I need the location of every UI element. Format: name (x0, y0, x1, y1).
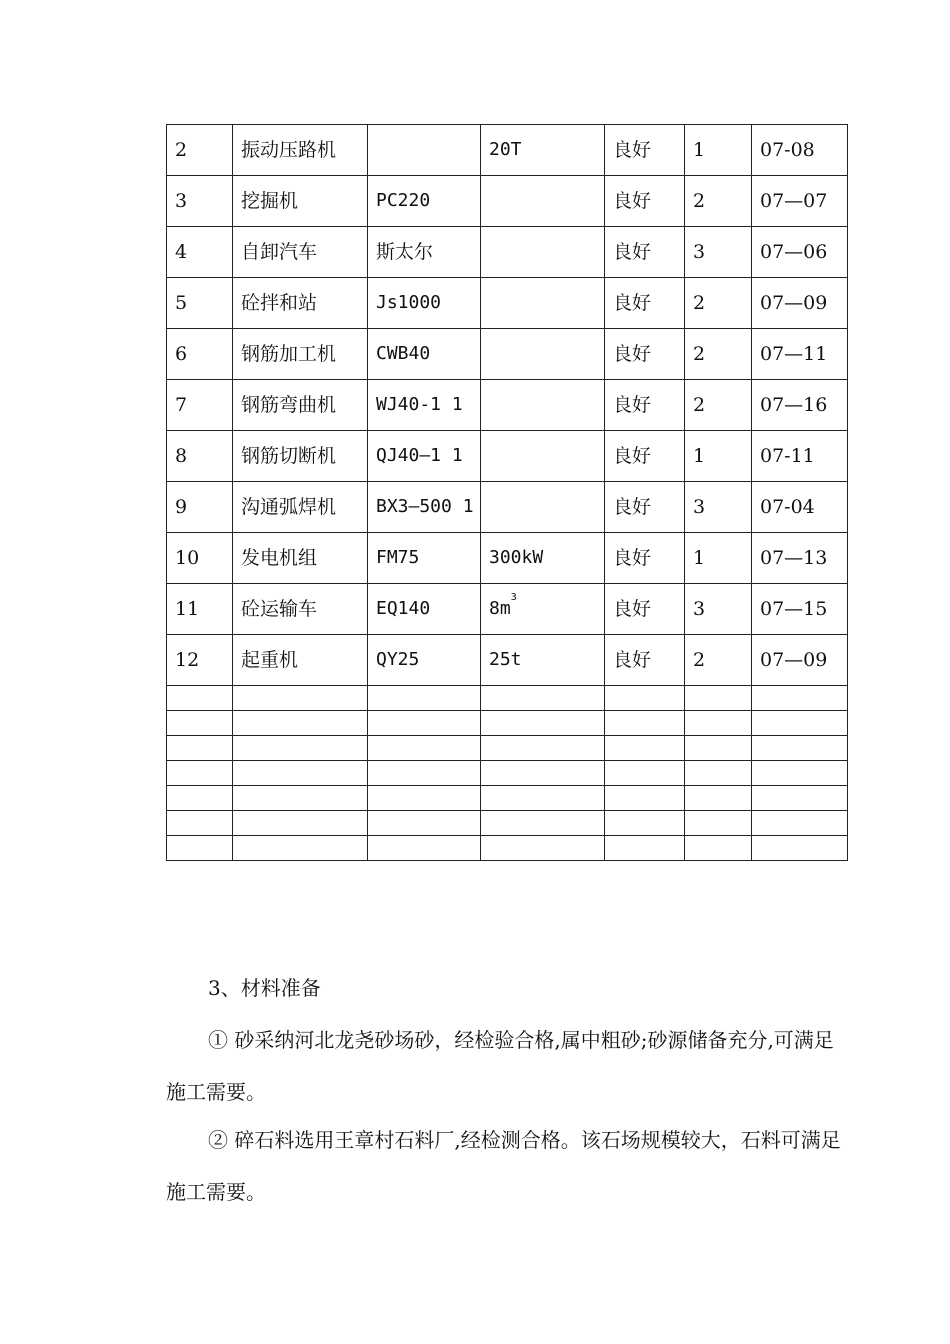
empty-cell (481, 711, 605, 736)
empty-cell (368, 811, 481, 836)
empty-cell (685, 836, 752, 861)
cell-capacity (481, 380, 605, 431)
cell-name: 钢筋加工机 (233, 329, 368, 380)
cell-capacity (481, 278, 605, 329)
cell-model: QJ40—1 1 (368, 431, 481, 482)
cell-model: FM75 (368, 533, 481, 584)
empty-cell (368, 786, 481, 811)
cell-qty: 3 (685, 482, 752, 533)
cell-model: QY25 (368, 635, 481, 686)
cell-model (368, 125, 481, 176)
empty-cell (685, 711, 752, 736)
cell-name: 自卸汽车 (233, 227, 368, 278)
empty-cell (752, 836, 848, 861)
table-row (167, 278, 848, 329)
cell-condition: 良好 (605, 278, 685, 329)
section-heading: 3、材料准备 (208, 976, 321, 1000)
empty-row (167, 686, 848, 711)
empty-row (167, 711, 848, 736)
empty-cell (605, 836, 685, 861)
empty-cell (685, 686, 752, 711)
cell-model: CWB40 (368, 329, 481, 380)
cell-condition: 良好 (605, 635, 685, 686)
cell-qty: 2 (685, 380, 752, 431)
cell-model: WJ40-1 1 (368, 380, 481, 431)
empty-cell (481, 686, 605, 711)
cell-date: 07—11 (752, 329, 848, 380)
empty-row (167, 736, 848, 761)
empty-cell (685, 811, 752, 836)
empty-cell (368, 686, 481, 711)
capacity-superscript: 3 (510, 592, 517, 603)
cell-qty: 1 (685, 431, 752, 482)
empty-cell (167, 761, 233, 786)
empty-cell (481, 811, 605, 836)
empty-cell (605, 761, 685, 786)
cell-model: PC220 (368, 176, 481, 227)
cell-date: 07-04 (752, 482, 848, 533)
empty-cell (752, 811, 848, 836)
empty-cell (167, 786, 233, 811)
empty-cell (605, 786, 685, 811)
empty-cell (752, 786, 848, 811)
cell-capacity (481, 482, 605, 533)
table-row (167, 227, 848, 278)
cell-condition: 良好 (605, 125, 685, 176)
cell-model: BX3—500 1 (368, 482, 481, 533)
table-row (167, 431, 848, 482)
table-row (167, 635, 848, 686)
empty-cell (605, 811, 685, 836)
cell-name: 砼拌和站 (233, 278, 368, 329)
empty-cell (167, 736, 233, 761)
empty-cell (605, 711, 685, 736)
cell-date: 07-08 (752, 125, 848, 176)
empty-cell (368, 836, 481, 861)
table-row (167, 125, 848, 176)
empty-cell (605, 686, 685, 711)
cell-no: 11 (167, 584, 233, 635)
cell-no: 3 (167, 176, 233, 227)
cell-qty: 2 (685, 329, 752, 380)
cell-qty: 3 (685, 227, 752, 278)
cell-name: 钢筋弯曲机 (233, 380, 368, 431)
cell-model: 斯太尔 (368, 227, 481, 278)
cell-qty: 1 (685, 533, 752, 584)
cell-name: 起重机 (233, 635, 368, 686)
table-row (167, 329, 848, 380)
empty-cell (233, 761, 368, 786)
empty-cell (481, 761, 605, 786)
cell-name: 砼运输车 (233, 584, 368, 635)
cell-name: 发电机组 (233, 533, 368, 584)
cell-condition: 良好 (605, 584, 685, 635)
empty-cell (685, 786, 752, 811)
cell-date: 07—09 (752, 278, 848, 329)
empty-cell (481, 786, 605, 811)
empty-cell (233, 836, 368, 861)
cell-condition: 良好 (605, 533, 685, 584)
empty-cell (752, 736, 848, 761)
empty-cell (752, 711, 848, 736)
cell-no: 6 (167, 329, 233, 380)
cell-condition: 良好 (605, 482, 685, 533)
equipment-table (166, 124, 848, 861)
cell-no: 8 (167, 431, 233, 482)
cell-no: 2 (167, 125, 233, 176)
empty-row (167, 761, 848, 786)
empty-cell (167, 686, 233, 711)
cell-no: 4 (167, 227, 233, 278)
empty-cell (481, 836, 605, 861)
empty-cell (752, 761, 848, 786)
empty-cell (368, 711, 481, 736)
cell-capacity (481, 227, 605, 278)
empty-cell (233, 786, 368, 811)
empty-cell (167, 711, 233, 736)
cell-name: 钢筋切断机 (233, 431, 368, 482)
empty-cell (368, 736, 481, 761)
cell-condition: 良好 (605, 329, 685, 380)
cell-capacity: 300kW (481, 533, 605, 584)
cell-name: 挖掘机 (233, 176, 368, 227)
table-row (167, 176, 848, 227)
cell-qty: 2 (685, 176, 752, 227)
cell-no: 9 (167, 482, 233, 533)
cell-capacity (481, 176, 605, 227)
paragraph-gravel: ② 碎石料选用王章村石料厂,经检测合格。该石场规模较大，石料可满足施工需要。 (166, 1128, 841, 1204)
cell-model: Js1000 (368, 278, 481, 329)
empty-cell (368, 761, 481, 786)
empty-row (167, 786, 848, 811)
cell-date: 07—16 (752, 380, 848, 431)
cell-no: 12 (167, 635, 233, 686)
cell-no: 5 (167, 278, 233, 329)
cell-capacity (481, 329, 605, 380)
empty-cell (233, 736, 368, 761)
table-row (167, 482, 848, 533)
empty-cell (685, 736, 752, 761)
cell-date: 07—07 (752, 176, 848, 227)
cell-condition: 良好 (605, 176, 685, 227)
empty-cell (685, 761, 752, 786)
empty-cell (752, 686, 848, 711)
cell-no: 10 (167, 533, 233, 584)
paragraph-sand: ① 砂采纳河北龙尧砂场砂，经检验合格,属中粗砂;砂源储备充分,可满足施工需要。 (166, 1028, 834, 1104)
cell-condition: 良好 (605, 380, 685, 431)
capacity-value: 8m (489, 598, 511, 619)
cell-date: 07—09 (752, 635, 848, 686)
table-row (167, 584, 848, 635)
table-row (167, 533, 848, 584)
cell-name: 沟通弧焊机 (233, 482, 368, 533)
cell-date: 07-11 (752, 431, 848, 482)
cell-qty: 2 (685, 278, 752, 329)
cell-date: 07—13 (752, 533, 848, 584)
cell-qty: 2 (685, 635, 752, 686)
empty-cell (233, 711, 368, 736)
cell-no: 7 (167, 380, 233, 431)
empty-cell (605, 736, 685, 761)
cell-capacity (481, 431, 605, 482)
cell-model: EQ140 (368, 584, 481, 635)
cell-qty: 3 (685, 584, 752, 635)
cell-capacity: 25t (481, 635, 605, 686)
empty-row (167, 811, 848, 836)
cell-name: 振动压路机 (233, 125, 368, 176)
empty-cell (481, 736, 605, 761)
empty-cell (233, 811, 368, 836)
empty-cell (167, 811, 233, 836)
cell-date: 07—15 (752, 584, 848, 635)
empty-row (167, 836, 848, 861)
cell-capacity (481, 584, 605, 635)
equipment-table-body (167, 125, 848, 861)
empty-cell (233, 686, 368, 711)
cell-date: 07—06 (752, 227, 848, 278)
cell-qty: 1 (685, 125, 752, 176)
cell-capacity: 20T (481, 125, 605, 176)
table-row (167, 380, 848, 431)
empty-cell (167, 836, 233, 861)
cell-condition: 良好 (605, 227, 685, 278)
cell-condition: 良好 (605, 431, 685, 482)
